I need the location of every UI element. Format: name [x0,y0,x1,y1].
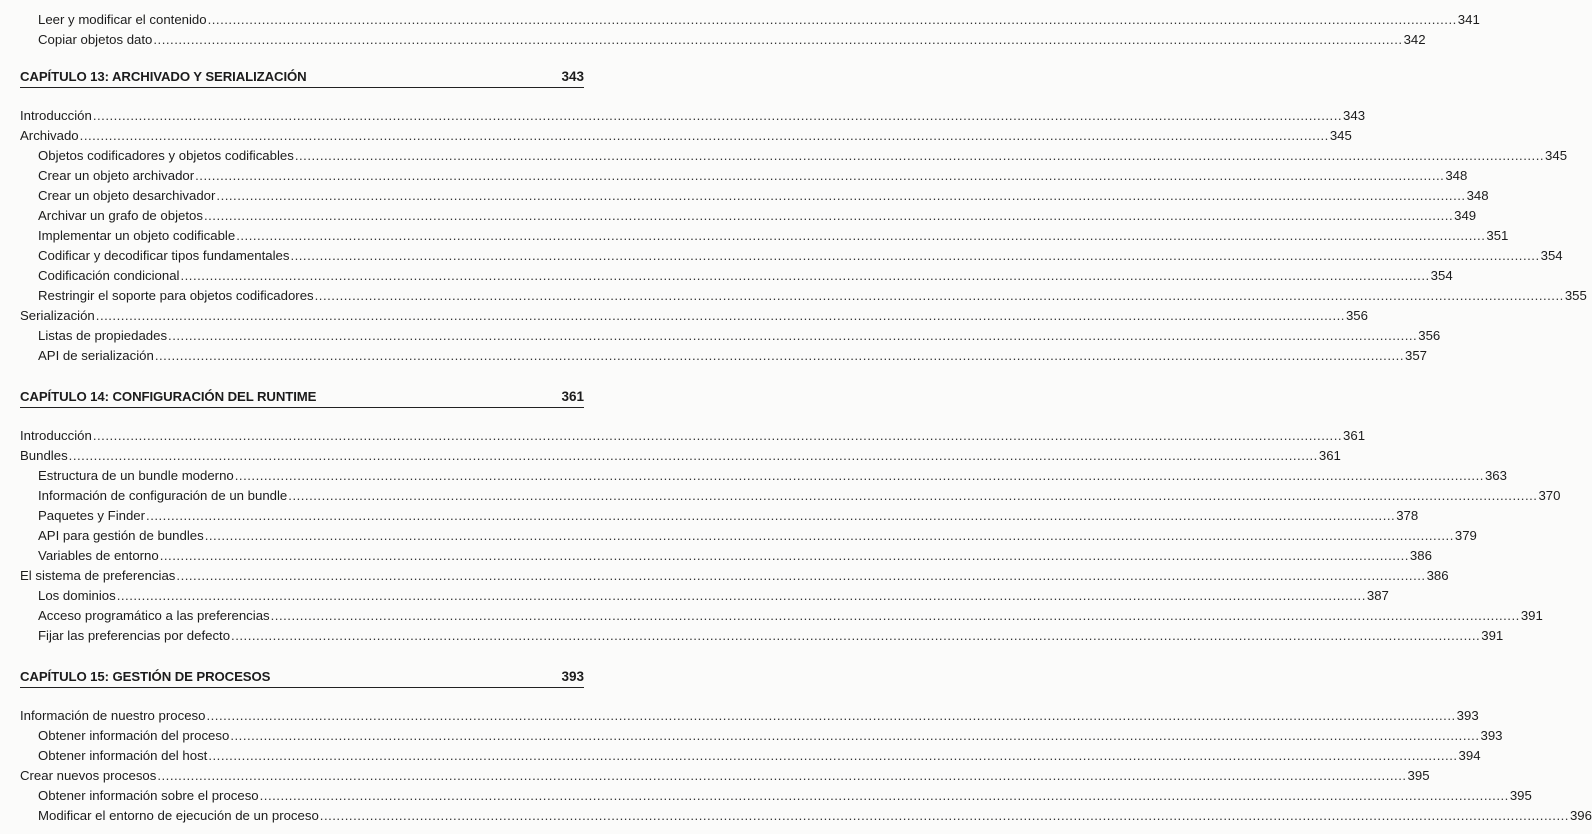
entry-title: Listas de propiedades [38,328,168,343]
entry-page: 387 [1366,588,1389,603]
entry-title: Crear un objeto archivador [38,168,195,183]
entry-page: 354 [1540,248,1563,263]
chapter-page: 393 [561,669,584,684]
dot-leader: ............................................................................................................................................................................................................................................................................................................ [270,608,1520,623]
dot-leader: ............................................................................................................................................................................................................................................................................................................ [153,32,1403,47]
toc-entry [20,104,1366,124]
entry-page: 343 [1343,108,1366,123]
toc-entry [20,304,1368,324]
toc-entry [38,144,1568,164]
entry-title: Obtener información sobre el proceso [38,788,259,803]
toc-entry [38,344,1428,364]
entry-page: 395 [1509,788,1532,803]
toc-entry [38,264,1453,284]
toc-entry [38,184,1489,204]
entry-page: 391 [1520,608,1543,623]
dot-leader: ............................................................................................................................................................................................................................................................................................................ [208,748,1458,763]
entry-page: 354 [1430,268,1453,283]
entry-page: 386 [1409,548,1432,563]
entry-title: Crear nuevos procesos [20,768,157,783]
dot-leader: ............................................................................................................................................................................................................................................................................................................ [92,108,1343,123]
entry-page: 393 [1480,728,1503,743]
entry-page: 396 [1569,808,1592,823]
chapter-title: CAPÍTULO 13: ARCHIVADO Y SERIALIZACIÓN [20,69,307,84]
dot-leader: ............................................................................................................................................................................................................................................................................................................ [146,508,1396,523]
dot-leader: ............................................................................................................................................................................................................................................................................................................ [195,168,1445,183]
entry-title: Acceso programático a las preferencias [38,608,270,623]
entry-title: Codificar y decodificar tipos fundamentales [38,248,290,263]
dot-leader: ............................................................................................................................................................................................................................................................................................................ [95,308,1345,323]
chapter-title: CAPÍTULO 14: CONFIGURACIÓN DEL RUNTIME [20,389,317,404]
entry-title: Codificación condicional [38,268,180,283]
entry-title: Variables de entorno [38,548,159,563]
chapter-title: CAPÍTULO 15: GESTIÓN DE PROCESOS [20,669,271,684]
dot-leader: ............................................................................................................................................................................................................................................................................................................ [290,248,1540,263]
dot-leader: ............................................................................................................................................................................................................................................................................................................ [236,228,1486,243]
entry-page: 363 [1484,468,1507,483]
entry-title: Copiar objetos dato [38,32,153,47]
toc-entry [38,804,1592,824]
entry-page: 379 [1454,528,1477,543]
dot-leader: ............................................................................................................................................................................................................................................................................................................ [288,488,1538,503]
chapter-heading [20,663,584,688]
entry-page: 393 [1456,708,1479,723]
entry-title: Crear un objeto desarchivador [38,188,216,203]
entry-page: 391 [1481,628,1504,643]
toc-entry [38,544,1432,564]
entry-title: Información de configuración de un bundle [38,488,288,503]
toc-entry [20,124,1352,144]
entry-title: Bundles [20,448,68,463]
dot-leader: ............................................................................................................................................................................................................................................................................................................ [207,12,1457,27]
entry-title: El sistema de preferencias [20,568,176,583]
toc-entry [38,204,1477,224]
entry-page: 395 [1407,768,1430,783]
dot-leader: ............................................................................................................................................................................................................................................................................................................ [319,808,1569,823]
toc-entry [20,704,1479,724]
entry-title: Estructura de un bundle moderno [38,468,234,483]
entry-title: Fijar las preferencias por defecto [38,628,231,643]
chapter-page: 361 [561,389,584,404]
entry-title: Leer y modificar el contenido [38,12,207,27]
entry-page: 341 [1457,12,1480,27]
dot-leader: ............................................................................................................................................................................................................................................................................................................ [168,328,1418,343]
entry-title: Modificar el entorno de ejecución de un proceso [38,808,319,823]
toc-entry [38,724,1503,744]
dot-leader: ............................................................................................................................................................................................................................................................................................................ [314,288,1564,303]
toc-entry [38,224,1509,244]
chapter-heading [20,383,584,408]
toc-entry [38,244,1563,264]
entry-page: 361 [1318,448,1341,463]
entry-title: Introducción [20,108,92,123]
entry-page: 386 [1426,568,1449,583]
entry-title: API de serialización [38,348,154,363]
entry-page: 355 [1564,288,1587,303]
dot-leader: ............................................................................................................................................................................................................................................................................................................ [79,128,1329,143]
toc-entry [38,744,1481,764]
dot-leader: ............................................................................................................................................................................................................................................................................................................ [294,148,1545,163]
dot-leader: ............................................................................................................................................................................................................................................................................................................ [234,468,1484,483]
entry-title: Obtener información del host [38,748,208,763]
dot-leader: ............................................................................................................................................................................................................................................................................................................ [180,268,1430,283]
toc-entry [38,584,1389,604]
entry-page: 356 [1345,308,1368,323]
toc-entry [38,284,1587,304]
toc-entry [38,464,1507,484]
dot-leader: ............................................................................................................................................................................................................................................................................................................ [154,348,1405,363]
entry-page: 351 [1486,228,1509,243]
entry-title: Restringir el soporte para objetos codificadores [38,288,314,303]
dot-leader: ............................................................................................................................................................................................................................................................................................................ [231,628,1481,643]
toc-entry [20,444,1341,464]
chapter-page: 343 [561,69,584,84]
entry-page: 349 [1454,208,1477,223]
toc-entry [38,784,1532,804]
entry-title: Obtener información del proceso [38,728,230,743]
entry-page: 345 [1545,148,1568,163]
entry-title: Objetos codificadores y objetos codificables [38,148,294,163]
chapter-heading [20,63,584,88]
entry-page: 348 [1466,188,1489,203]
dot-leader: ............................................................................................................................................................................................................................................................................................................ [116,588,1366,603]
dot-leader: ............................................................................................................................................................................................................................................................................................................ [259,788,1509,803]
toc-entry [38,8,1480,28]
toc-entry [38,504,1419,524]
toc-entry [38,624,1504,644]
entry-title: Implementar un objeto codificable [38,228,236,243]
entry-page: 356 [1418,328,1441,343]
toc-entry [38,524,1477,544]
dot-leader: ............................................................................................................................................................................................................................................................................................................ [204,528,1454,543]
toc-entry [38,604,1543,624]
entry-page: 394 [1458,748,1481,763]
dot-leader: ............................................................................................................................................................................................................................................................................................................ [159,548,1409,563]
dot-leader: ............................................................................................................................................................................................................................................................................................................ [203,208,1454,223]
entry-page: 342 [1403,32,1426,47]
entry-title: Serialización [20,308,95,323]
dot-leader: ............................................................................................................................................................................................................................................................................................................ [157,768,1407,783]
entry-title: Los dominios [38,588,116,603]
entry-page: 370 [1538,488,1561,503]
dot-leader: ............................................................................................................................................................................................................................................................................................................ [92,428,1343,443]
entry-title: Introducción [20,428,92,443]
entry-page: 348 [1445,168,1468,183]
toc-entry [20,424,1366,444]
toc-entry [20,764,1430,784]
entry-title: Archivar un grafo de objetos [38,208,203,223]
dot-leader: ............................................................................................................................................................................................................................................................................................................ [216,188,1466,203]
toc-entry [38,28,1426,48]
dot-leader: ............................................................................................................................................................................................................................................................................................................ [68,448,1318,463]
entry-title: Información de nuestro proceso [20,708,206,723]
toc-entry [38,484,1561,504]
entry-page: 361 [1343,428,1366,443]
entry-page: 378 [1396,508,1419,523]
entry-page: 357 [1405,348,1428,363]
toc-entry [38,324,1441,344]
entry-page: 345 [1329,128,1352,143]
toc-entry [38,164,1468,184]
entry-title: Paquetes y Finder [38,508,146,523]
dot-leader: ............................................................................................................................................................................................................................................................................................................ [176,568,1426,583]
dot-leader: ............................................................................................................................................................................................................................................................................................................ [230,728,1480,743]
dot-leader: ............................................................................................................................................................................................................................................................................................................ [206,708,1456,723]
entry-title: API para gestión de bundles [38,528,204,543]
entry-title: Archivado [20,128,79,143]
toc-entry [20,564,1449,584]
